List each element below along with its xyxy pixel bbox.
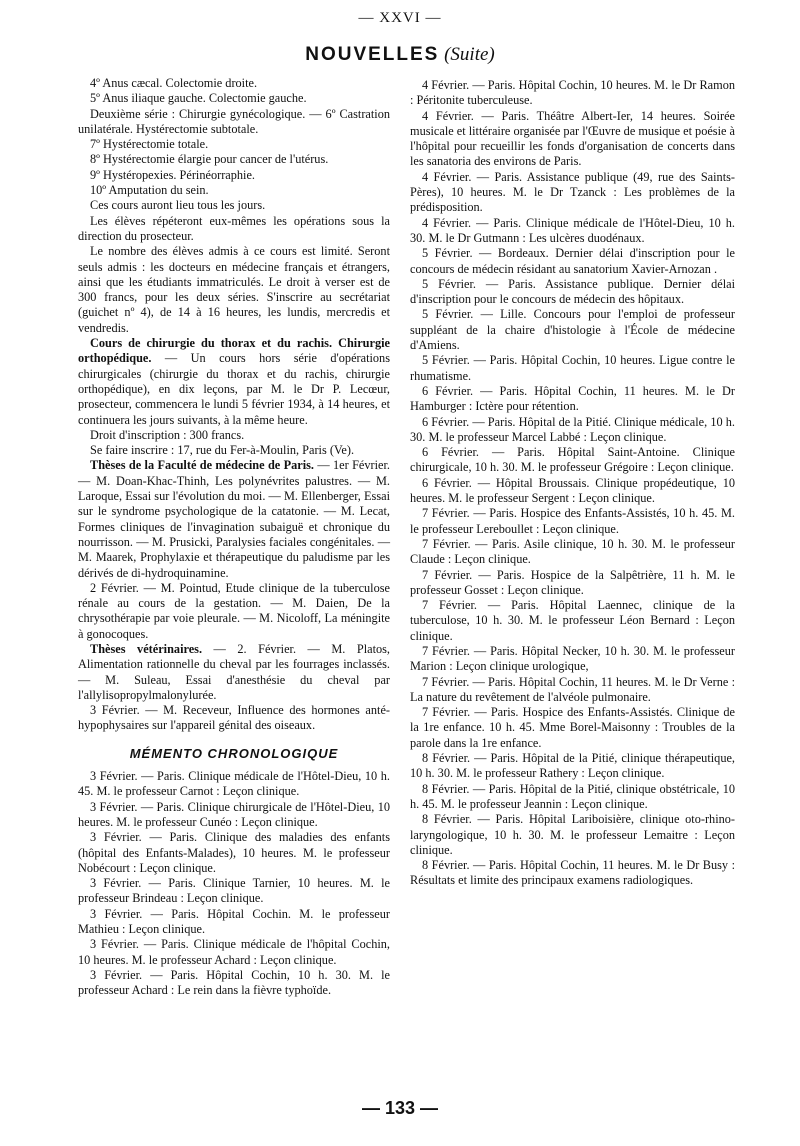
memento-entry: 7 Février. — Paris. Hôpital Necker, 10 h. 30. M. le professeur Marion : Leçon clinique urologique, <box>410 643 735 674</box>
memento-entry: 6 Février. — Hôpital Broussais. Clinique propédeutique, 10 heures. M. le professeur Sergent : Leçon clinique. <box>410 475 735 506</box>
paragraph: Droit d'inscription : 300 francs. <box>90 427 245 442</box>
memento-entry: 4 Février. — Paris. Assistance publique (49, rue des Saints-Pères), 10 heures. M. le Dr Tzanck : Les problèmes de la prédisposition. <box>410 169 735 215</box>
memento-entry: 3 Février. — Paris. Clinique chirurgicale de l'Hôtel-Dieu, 10 heures. M. le professeur Cunéo : Leçon clinique. <box>78 799 390 829</box>
memento-entry: 5 Février. — Paris. Hôpital Cochin, 10 heures. Ligue contre le rhumatisme. <box>410 353 735 383</box>
memento-entry: 4 Février. — Paris. Théâtre Albert-Ier, 14 heures. Soirée musicale et littéraire organisée par l'Œuvre de musique et poésie à l'hôpital pour recueillir les fonds d'organisation de concerts dans les sanatoria des environs de Paris. <box>410 108 736 169</box>
memento-entry: 3 Février. — Paris. Hôpital Cochin. M. le professeur Mathieu : Leçon clinique. <box>78 906 390 937</box>
section-title-suite: (Suite) <box>444 44 495 65</box>
section-title-main: NOUVELLES <box>305 44 440 65</box>
right-column <box>410 78 735 889</box>
paragraph-body: — 1er Février. — M. Doan-Khac-Thinh, Les polynévrites palustres. — M. Laroque, Essai sur l'évolution du moi. — M. Ellenberger, Essai sur le syndrome psychologique de la catatonie. — M. Lecat, Formes cliniques de l'invagination subaiguë et chronique du nourrisson. — M. Prusicki, Paralysies faciales congénitales. — M. Maarek, Prophylaxie et thérapeutique du paludisme par les dérivés de di-hydroquinamine. <box>78 458 390 580</box>
paragraph: 2 Février. — M. Pointud, Etude clinique de la tuberculose rénale au cours de la gestation. — M. Daien, De la chrysothérapie par voie pleurale. — M. Nicoloff, La méningite à gonocoques. <box>78 580 390 641</box>
paragraph: 9º Hystéropexies. Périnéorraphie. <box>90 167 255 182</box>
memento-entry: 4 Février. — Paris. Hôpital Cochin, 10 heures. M. le Dr Ramon : Péritonite tuberculeuse. <box>410 78 735 108</box>
memento-entry: 7 Février. — Paris. Hospice de la Salpêtrière, 11 h. M. le professeur Gosset : Leçon clinique. <box>410 567 735 597</box>
memento-entry: 6 Février. — Paris. Hôpital Saint-Antoine. Clinique chirurgicale, 10 h. 30. M. le professeur Grégoire : Leçon clinique. <box>410 445 735 475</box>
paragraph: Les élèves répéteront eux-mêmes les opérations sous la direction du prosecteur. <box>78 213 390 243</box>
paragraph: Se faire inscrire : 17, rue du Fer-à-Moulin, Paris (Ve). <box>90 443 355 458</box>
page-number: — 133 — <box>361 1098 439 1118</box>
memento-entry: 3 Février. — Paris. Clinique Tarnier, 10 heures. M. le professeur Brindeau : Leçon clinique. <box>78 876 390 906</box>
memento-entry: 3 Février. — Paris. Hôpital Cochin, 10 h. 30. M. le professeur Achard : Le rein dans la fièvre typhoïde. <box>78 967 390 998</box>
paragraph <box>78 458 390 580</box>
page-roman-number: — XXVI — <box>358 10 442 26</box>
paragraph: 10º Amputation du sein. <box>90 183 209 198</box>
paragraph: Ces cours auront lieu tous les jours. <box>90 198 266 213</box>
paragraph-heading: Thèses vétérinaires. <box>90 641 203 656</box>
memento-heading: MÉMENTO CHRONOLOGIQUE <box>129 745 339 761</box>
memento-entry: 8 Février. — Paris. Hôpital de la Pitié, clinique thérapeutique, 10 h. 30. M. le professeur Rathery : Leçon clinique. <box>410 751 735 781</box>
paragraph-heading: Thèses de la Faculté de médecine de Paris. <box>90 458 314 473</box>
section-title <box>0 44 800 66</box>
paragraph <box>78 642 390 703</box>
memento-entry: 5 Février. — Bordeaux. Dernier délai d'inscription pour le concours de médecin résidant au sanatorium Xavier-Arnozan . <box>410 246 735 276</box>
paragraph: 5º Anus iliaque gauche. Colectomie gauche. <box>90 91 307 106</box>
memento-entry: 5 Février. — Lille. Concours pour l'emploi de professeur suppléant de la chaire d'histologie à l'École de médecine d'Amiens. <box>410 307 735 353</box>
paragraph: 7º Hystérectomie totale. <box>90 137 209 152</box>
paragraph <box>78 336 390 428</box>
memento-entry: 6 Février. — Paris. Hôpital de la Pitié. Clinique médicale, 10 h. 30. M. le professeur Marcel Labbé : Leçon clinique. <box>410 414 735 444</box>
paragraph: 8º Hystérectomie élargie pour cancer de l'utérus. <box>90 152 329 167</box>
memento-entry: 8 Février. — Paris. Hôpital de la Pitié, clinique obstétricale, 10 h. 45. M. le professeur Jeannin : Leçon clinique. <box>410 781 735 811</box>
memento-entry: 6 Février. — Paris. Hôpital Cochin, 11 heures. M. le Dr Hamburger : Ictère pour rétention. <box>410 383 735 414</box>
memento-entry: 7 Février. — Paris. Hôpital Cochin, 11 heures. M. le Dr Verne : La nature du revêtement de l'alvéole pulmonaire. <box>410 674 735 704</box>
memento-entry: 7 Février. — Paris. Hôpital Laennec, clinique de la tuberculose, 10 h. 30. M. le professeur Léon Bernard : Leçon clinique. <box>410 598 735 643</box>
paragraph: 3 Février. — M. Receveur, Influence des hormones anté-hypophysaires sur l'appareil génital des oiseaux. <box>78 703 390 733</box>
left-column <box>78 76 390 999</box>
paragraph-body: — 2. Février. — M. Platos, Alimentation rationnelle du cheval par les fourrages inclassés. — M. Suleau, Essai d'anesthésie du cheval par l'allylisopropylmalonylurée. <box>78 641 390 702</box>
memento-entry: 4 Février. — Paris. Clinique médicale de l'Hôtel-Dieu, 10 h. 30. M. le Dr Gutmann : Les ulcères duodénaux. <box>410 215 735 245</box>
memento-entry: 3 Février. — Paris. Clinique médicale de l'Hôtel-Dieu, 10 h. 45. M. le professeur Carnot : Leçon clinique. <box>78 769 390 799</box>
memento-entry: 3 Février. — Paris. Clinique des maladies des enfants (hôpital des Enfants-Malades), 10 heures. M. le professeur Nobécourt : Leçon clinique. <box>78 830 390 875</box>
memento-entry: 8 Février. — Paris. Hôpital Lariboisière, clinique oto-rhino-laryngologique, 10 h. 30. M. le professeur Lemaitre : Leçon clinique. <box>410 812 735 857</box>
memento-entry: 7 Février. — Paris. Asile clinique, 10 h. 30. M. le professeur Claude : Leçon clinique. <box>410 536 735 567</box>
paragraph: Deuxième série : Chirurgie gynécologique. — 6º Castration unilatérale. Hystérectomie subtotale. <box>78 106 390 136</box>
memento-entry: 7 Février. — Paris. Hospice des Enfants-Assistés, 10 h. 45. M. le professeur Lereboullet : Leçon clinique. <box>410 506 735 536</box>
memento-entry: 8 Février. — Paris. Hôpital Cochin, 11 heures. M. le Dr Busy : Résultats et limite des principaux examens radiologiques. <box>410 858 735 888</box>
memento-entry: 3 Février. — Paris. Clinique médicale de l'hôpital Cochin, 10 heures. M. le professeur Achard : Leçon clinique. <box>78 937 390 967</box>
paragraph: 4º Anus cæcal. Colectomie droite. <box>90 76 258 90</box>
paragraph: Le nombre des élèves admis à ce cours est limité. Seront seuls admis : les docteurs en médecine français et étrangers, ainsi que les étudiants immatriculés. Le droit à verser est de 300 francs, pour les deux séries. S'inscrire au secrétariat (guichet nº 4), de 14 à 16 heures, les lundis, mercredis et vendredis. <box>78 244 390 335</box>
memento-entry: 7 Février. — Paris. Hospice des Enfants-Assistés. Clinique de la 1re enfance. 10 h. 45. Mme Borel-Maisonny : Troubles de la parole dans la 1re enfance. <box>410 705 735 750</box>
memento-entry: 5 Février. — Paris. Assistance publique. Dernier délai d'inscription pour le concours de médecin des hôpitaux. <box>410 276 735 307</box>
paragraph-heading: Cours de chirurgie du thorax et du rachis. Chirurgie orthopédique. <box>78 336 390 366</box>
paragraph-body: — Un cours hors série d'opérations chirurgicales (chirurgie du thorax et du rachis, chirurgie orthopédique), en dix leçons, par M. le Dr P. Lecœur, prosecteur, commencera le lundi 5 février 1934, à 14 heures, et continuera les jours suivants, à la même heure. <box>78 351 390 427</box>
